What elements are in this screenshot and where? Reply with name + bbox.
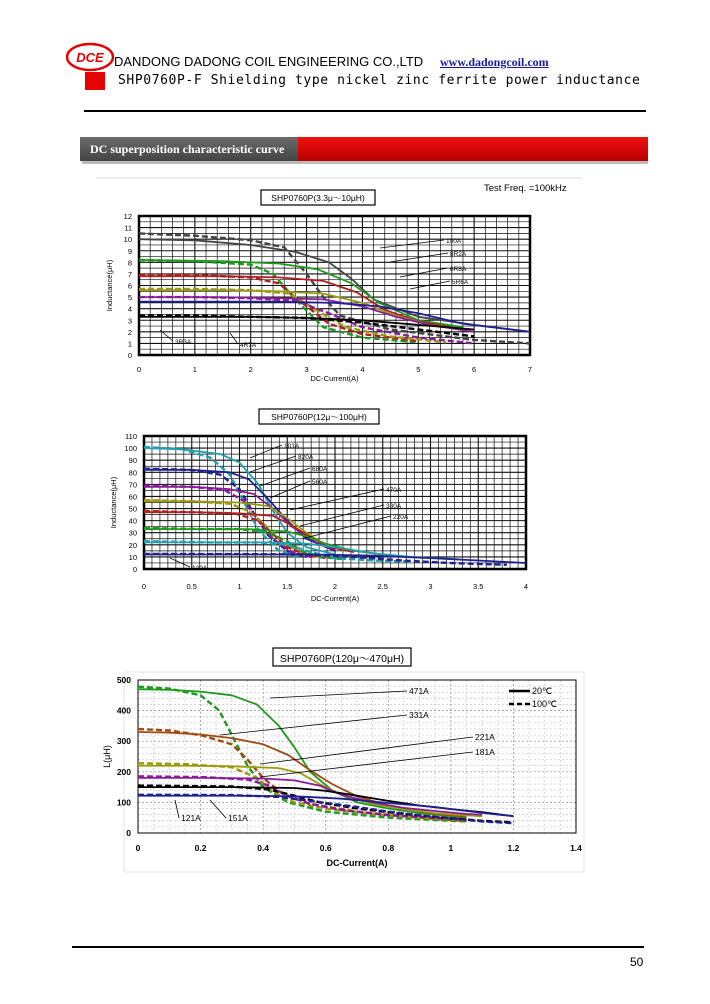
x-axis-label: DC-Current(A) bbox=[310, 594, 360, 603]
y-tick-label: 40 bbox=[128, 516, 137, 526]
chart-title: SHP0760P(12μ～100μH) bbox=[271, 412, 367, 422]
annotation-label: 6R8A bbox=[450, 266, 467, 273]
x-tick-label: 0.5 bbox=[186, 582, 197, 591]
chart-title: SHP0760P(3.3μ～10μH) bbox=[271, 193, 365, 203]
annotation-leader bbox=[260, 468, 310, 486]
x-tick-label: 1.4 bbox=[570, 843, 582, 853]
annotation-leader bbox=[230, 333, 238, 344]
y-tick-label: 20 bbox=[128, 540, 137, 550]
y-tick-label: 4 bbox=[127, 304, 132, 314]
x-axis-label: DC-Current(A) bbox=[326, 858, 388, 868]
annotation-label: 121A bbox=[181, 813, 201, 823]
x-tick-label: 4 bbox=[523, 582, 529, 591]
test-frequency: Test Freq. =100kHz bbox=[484, 183, 567, 194]
y-tick-label: 0 bbox=[127, 351, 132, 360]
x-tick-label: 3.5 bbox=[473, 582, 484, 591]
y-tick-label: 80 bbox=[128, 468, 137, 478]
y-tick-label: 12 bbox=[123, 212, 132, 221]
y-tick-label: 10 bbox=[128, 552, 137, 562]
annotation-label: 101A bbox=[284, 443, 300, 450]
y-tick-label: 100 bbox=[124, 444, 137, 454]
annotation-label: 331A bbox=[409, 710, 429, 720]
annotation-label: 330A bbox=[386, 503, 402, 510]
annotation-label: 470A bbox=[386, 487, 402, 494]
x-tick-label: 1 bbox=[192, 365, 197, 374]
x-tick-label: 0.4 bbox=[257, 843, 270, 853]
annotation-label: 560A bbox=[312, 479, 328, 486]
y-tick-label: 50 bbox=[128, 504, 137, 514]
x-tick-label: 3 bbox=[304, 365, 309, 374]
annotation-leader bbox=[260, 752, 473, 777]
series-line bbox=[138, 687, 467, 822]
annotation-leader bbox=[250, 456, 296, 472]
x-tick-label: 2 bbox=[332, 582, 338, 591]
annotation-leader bbox=[250, 445, 282, 458]
company-name: DANDONG DADONG COIL ENGINEERING CO.,LTD bbox=[114, 54, 424, 69]
product-subtitle: SHP0760P-F Shielding type nickel zinc ferrite power inductance bbox=[118, 73, 641, 88]
chart-3 bbox=[102, 648, 584, 872]
page-number: 50 bbox=[630, 955, 644, 969]
x-tick-label: 5 bbox=[416, 365, 421, 374]
x-tick-label: 4 bbox=[360, 365, 365, 374]
y-tick-label: 100 bbox=[116, 797, 131, 808]
x-tick-label: 1 bbox=[237, 582, 242, 591]
legend-label: 100℃ bbox=[532, 699, 558, 709]
y-tick-label: 90 bbox=[128, 456, 137, 466]
y-axis-label: Inductance(μH) bbox=[105, 259, 114, 312]
annotation-leader bbox=[270, 481, 310, 498]
chart-2 bbox=[109, 409, 528, 603]
x-tick-label: 0.6 bbox=[319, 843, 332, 853]
y-tick-label: 500 bbox=[116, 675, 131, 685]
chart-title: SHP0760P(120μ～470μH) bbox=[279, 653, 405, 665]
annotation-label: 3R3A bbox=[175, 339, 192, 346]
x-tick-label: 2.5 bbox=[377, 582, 388, 591]
y-tick-label: 10 bbox=[123, 235, 132, 245]
x-tick-label: 6 bbox=[472, 365, 477, 374]
annotation-label: 151A bbox=[228, 813, 248, 823]
x-tick-label: 0 bbox=[136, 365, 142, 374]
x-tick-label: 0.2 bbox=[194, 843, 207, 853]
y-tick-label: 11 bbox=[124, 223, 132, 233]
x-tick-label: 1.2 bbox=[507, 843, 520, 853]
annotation-label: 8R2A bbox=[450, 251, 467, 258]
x-axis-label: DC-Current(A) bbox=[310, 374, 359, 383]
y-tick-label: 6 bbox=[127, 281, 132, 291]
y-tick-label: 1 bbox=[127, 339, 132, 349]
chart-1 bbox=[105, 190, 532, 383]
annotation-leader bbox=[220, 715, 407, 735]
y-tick-label: 400 bbox=[116, 705, 131, 716]
annotation-leader bbox=[390, 253, 448, 262]
annotation-label: 181A bbox=[475, 747, 495, 757]
annotation-label: 120A bbox=[192, 565, 208, 572]
y-tick-label: 9 bbox=[127, 246, 132, 256]
x-tick-label: 0 bbox=[135, 843, 141, 853]
annotation-label: 471A bbox=[409, 686, 429, 696]
x-tick-label: 3 bbox=[428, 582, 433, 591]
y-axis-label: Inductance(μH) bbox=[109, 476, 118, 529]
annotation-label: 680A bbox=[312, 466, 328, 473]
y-tick-label: 5 bbox=[127, 293, 132, 303]
y-tick-label: 2 bbox=[127, 327, 132, 337]
y-tick-label: 30 bbox=[128, 528, 137, 538]
legend-label: 20℃ bbox=[532, 686, 553, 696]
annotation-label: 221A bbox=[475, 732, 495, 742]
section-title: DC superposition characteristic curve bbox=[90, 142, 285, 156]
annotation-label: 100A bbox=[446, 238, 462, 245]
x-tick-label: 0 bbox=[141, 582, 147, 591]
logo-text: DCE bbox=[76, 50, 104, 65]
annotation-label: 5R6A bbox=[452, 279, 469, 286]
y-tick-label: 200 bbox=[116, 766, 131, 777]
y-tick-label: 70 bbox=[128, 480, 137, 490]
y-axis-label: L(μH) bbox=[102, 745, 112, 768]
y-tick-label: 110 bbox=[125, 432, 137, 441]
y-tick-label: 0 bbox=[132, 565, 137, 574]
y-tick-label: 300 bbox=[116, 736, 131, 747]
footer-divider bbox=[72, 946, 644, 948]
website-link[interactable]: www.dadongcoil.com bbox=[440, 55, 549, 69]
y-tick-label: 8 bbox=[127, 258, 132, 268]
y-tick-label: 60 bbox=[128, 492, 137, 502]
x-tick-label: 2 bbox=[248, 365, 253, 374]
x-tick-label: 7 bbox=[527, 365, 533, 374]
y-tick-label: 3 bbox=[127, 316, 132, 326]
x-tick-label: 1 bbox=[448, 843, 454, 853]
y-tick-label: 7 bbox=[127, 269, 132, 279]
annotation-leader bbox=[290, 489, 384, 510]
annotation-leader bbox=[170, 558, 190, 567]
annotation-leader bbox=[380, 240, 444, 248]
x-tick-label: 1.5 bbox=[282, 582, 293, 591]
annotation-label: 820A bbox=[298, 454, 314, 461]
y-tick-label: 0 bbox=[126, 828, 131, 838]
annotation-label: 220A bbox=[393, 514, 409, 521]
x-tick-label: 0.8 bbox=[382, 843, 395, 853]
annotation-label: 4R7A bbox=[240, 342, 257, 349]
